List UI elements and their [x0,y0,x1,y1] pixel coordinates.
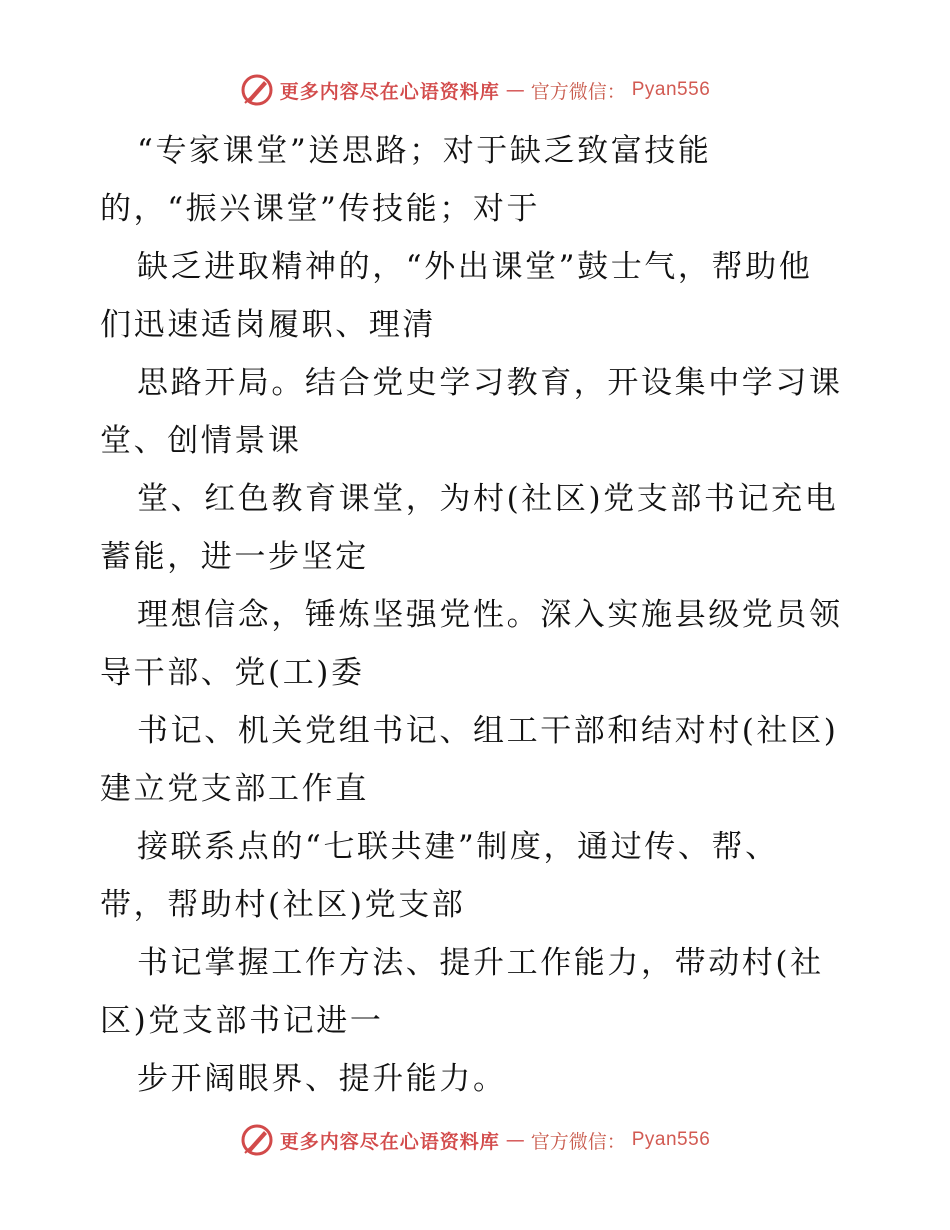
header-watermark [0,70,950,110]
text-line: 建立党支部工作直 [100,771,369,807]
text-line: 堂、创情景课 [100,423,302,459]
text-line: 缺乏进取精神的，“外出课堂”鼓士气，帮助他 [137,249,813,285]
watermark-separator: — [505,79,525,101]
watermark-label: 官方微信： [530,1130,626,1153]
quill-pen-logo-icon [240,1123,274,1157]
text-line: 带，帮助村(社区)党支部 [100,887,466,923]
text-line: 导干部、党(工)委 [100,655,365,691]
text-line: 思路开局。结合党史学习教育，开设集中学习课 [137,365,843,401]
watermark-separator: — [505,1129,525,1151]
watermark-wechat-id: Pyan556 [631,79,711,100]
text-line: 蓄能，进一步坚定 [100,539,369,575]
text-line: “专家课堂”送思路；对于缺乏致富技能 [137,133,712,169]
quill-pen-logo-icon [240,73,274,107]
watermark-brand: 更多内容尽在心语资料库 [279,80,500,103]
text-line: 理想信念，锤炼坚强党性。深入实施县级党员领 [137,597,843,633]
text-line: 们迅速适岗履职、理清 [100,307,436,343]
footer-watermark [0,1120,950,1160]
text-line: 书记、机关党组书记、组工干部和结对村(社区) [137,713,839,749]
text-line: 区)党支部书记进一 [100,1003,384,1039]
watermark-label: 官方微信： [530,80,626,103]
text-line: 的，“振兴课堂”传技能；对于 [100,191,541,227]
watermark-wechat-id: Pyan556 [631,1129,711,1150]
watermark-brand: 更多内容尽在心语资料库 [279,1130,500,1153]
text-line: 接联系点的“七联共建”制度，通过传、帮、 [137,829,779,865]
text-line: 堂、红色教育课堂，为村(社区)党支部书记充电 [137,481,839,517]
text-line: 书记掌握工作方法、提升工作能力，带动村(社 [137,945,824,981]
text-line: 步开阔眼界、提升能力。 [137,1061,507,1097]
document-body [100,122,860,1108]
